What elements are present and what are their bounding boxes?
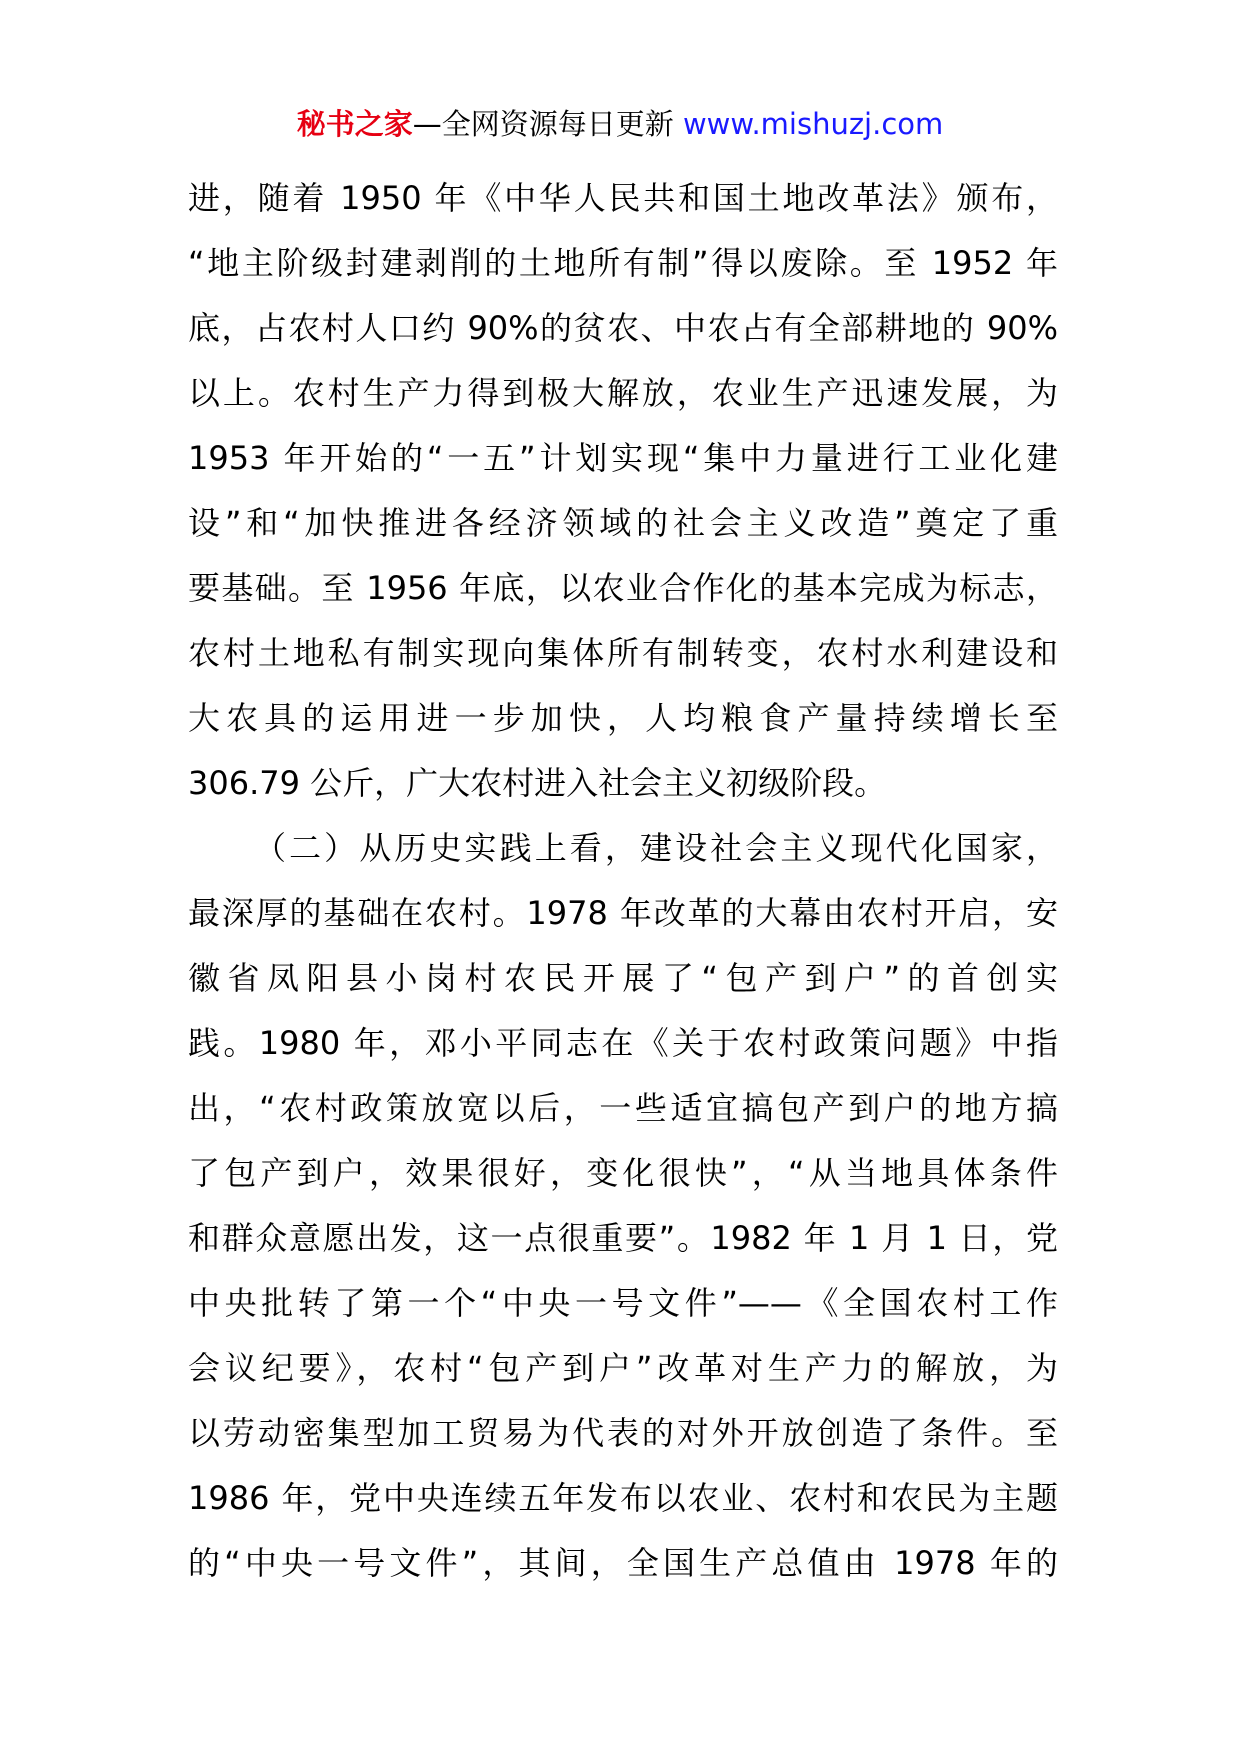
text-line: 以劳动密集型加工贸易为代表的对外开放创造了条件。至	[188, 1414, 1058, 1452]
text-line: 出，“农村政策放宽以后，一些适宜搞包产到户的地方搞	[188, 1089, 1058, 1127]
site-url-link[interactable]: www.mishuzj.com	[682, 107, 944, 141]
text-line: 1953 年开始的“一五”计划实现“集中力量进行工业化建	[188, 439, 1058, 477]
text-line: 1986 年，党中央连续五年发布以农业、农村和农民为主题	[188, 1479, 1058, 1517]
text-line: 践。1980 年，邓小平同志在《关于农村政策问题》中指	[188, 1024, 1058, 1062]
text-line: 了包产到户，效果很好，变化很快”，“从当地具体条件	[188, 1154, 1058, 1192]
text-line: 和群众意愿出发，这一点很重要”。1982 年 1 月 1 日，党	[188, 1219, 1058, 1257]
site-tagline: —全网资源每日更新	[412, 107, 674, 141]
text-line: 会议纪要》，农村“包产到户”改革对生产力的解放，为	[188, 1349, 1058, 1387]
text-line: 设”和“加快推进各经济领域的社会主义改造”奠定了重	[188, 504, 1058, 542]
text-line: 大农具的运用进一步加快，人均粮食产量持续增长至	[188, 699, 1058, 737]
text-line: 进，随着 1950 年《中华人民共和国土地改革法》颁布，	[188, 179, 1058, 217]
text-line: 要基础。至 1956 年底，以农业合作化的基本完成为标志，	[188, 569, 1058, 607]
text-line: 底，占农村人口约 90%的贫农、中农占有全部耕地的 90%	[188, 309, 1058, 347]
text-line: 以上。农村生产力得到极大解放，农业生产迅速发展，为	[188, 374, 1058, 412]
text-line: 的“中央一号文件”，其间，全国生产总值由 1978 年的	[188, 1544, 1058, 1582]
site-brand: 秘书之家	[296, 107, 413, 141]
text-line: “地主阶级封建剥削的土地所有制”得以废除。至 1952 年	[188, 244, 1058, 282]
text-line: 徽省凤阳县小岗村农民开展了“包产到户”的首创实	[188, 959, 1058, 997]
text-line: 农村土地私有制实现向集体所有制转变，农村水利建设和	[188, 634, 1058, 672]
paragraph-start-line: （二）从历史实践上看，建设社会主义现代化国家，	[254, 829, 1058, 867]
text-line: 中央批转了第一个“中央一号文件”——《全国农村工作	[188, 1284, 1058, 1322]
paragraph-end-line: 306.79 公斤，广大农村进入社会主义初级阶段。	[188, 764, 887, 802]
document-body	[188, 166, 1058, 1596]
text-line: 最深厚的基础在农村。1978 年改革的大幕由农村开启，安	[188, 894, 1058, 932]
site-header	[0, 104, 1240, 144]
